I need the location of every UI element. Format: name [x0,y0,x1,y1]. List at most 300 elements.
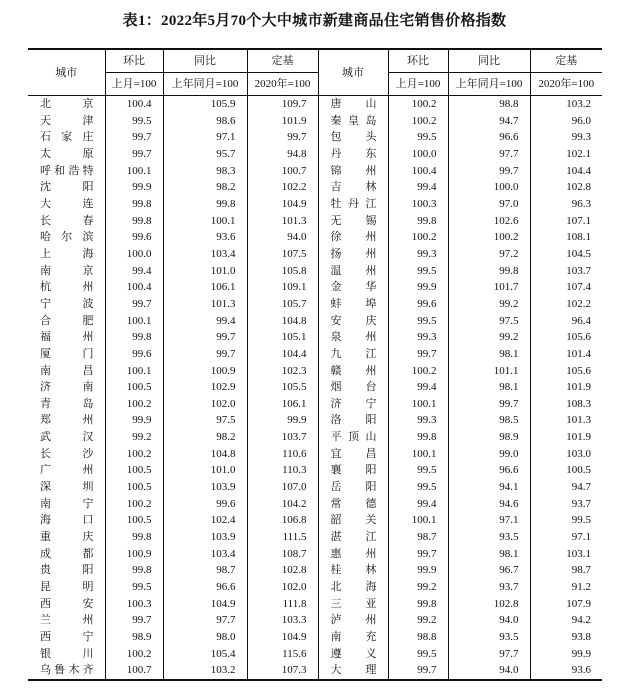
base-cell-right: 107.4 [566,281,591,294]
col-header-fixed-right: 定基 [530,49,602,73]
table-row [28,396,602,413]
mom-cell-left: 100.2 [105,446,163,463]
city-cell-left: 福州 [28,329,105,346]
base-cell-left: 111.5 [247,529,318,546]
yoy-cell-left: 106.1 [163,279,247,296]
mom-cell-right: 99.5 [388,313,448,330]
yoy-cell-left: 102.9 [163,379,247,396]
city-cell-right: 宜昌 [318,446,388,463]
city-cell-left: 长春 [28,213,105,230]
city-cell-right: 湛江 [318,529,388,546]
city-cell-left: 深圳 [28,479,105,496]
base-cell-left: 103.7 [247,429,318,446]
col-subheader-fixed-base-right: 2020年=100 [530,73,602,96]
city-cell-right: 大理 [318,662,388,680]
city-cell-right: 平顶山 [318,429,388,446]
mom-cell-left: 100.7 [105,662,163,680]
mom-cell-left: 100.5 [105,462,163,479]
table-row [28,263,602,280]
mom-cell-right: 100.2 [388,96,448,113]
mom-cell-right: 99.7 [388,662,448,680]
mom-cell-left: 100.3 [105,596,163,613]
yoy-cell-left: 93.6 [163,229,247,246]
city-cell-right: 泸州 [318,612,388,629]
base-cell-right: 104.4 [566,164,591,177]
table-row [28,279,602,296]
mom-cell-right: 100.1 [388,446,448,463]
city-cell-right: 常德 [318,496,388,513]
mom-cell-right: 99.3 [388,246,448,263]
mom-cell-left: 100.2 [105,496,163,513]
city-cell-right: 赣州 [318,363,388,380]
city-cell-right: 锦州 [318,163,388,180]
base-cell-left: 104.8 [247,313,318,330]
mom-cell-left: 99.9 [105,179,163,196]
mom-cell-left: 100.2 [105,646,163,663]
city-cell-right: 吉林 [318,179,388,196]
city-cell-right: 遵义 [318,646,388,663]
base-cell-right: 97.1 [571,531,591,544]
yoy-cell-right: 93.5 [448,529,530,546]
base-cell-left: 105.1 [247,329,318,346]
city-cell-left: 济南 [28,379,105,396]
base-cell-left: 104.2 [247,496,318,513]
base-cell-right: 103.2 [566,98,591,110]
yoy-cell-right: 100.0 [448,179,530,196]
mom-cell-right: 100.1 [388,396,448,413]
table-row [28,213,602,230]
base-cell-left: 105.7 [247,296,318,313]
col-subheader-mom-base-left: 上月=100 [105,73,163,96]
base-cell-right: 108.1 [566,231,591,244]
mom-cell-right: 99.9 [388,279,448,296]
city-cell-left: 银川 [28,646,105,663]
base-cell-right: 96.4 [571,314,591,327]
city-cell-left: 厦门 [28,346,105,363]
table-row [28,163,602,180]
col-header-yoy-right: 同比 [448,49,530,73]
yoy-cell-left: 97.1 [163,129,247,146]
city-cell-right: 烟台 [318,379,388,396]
base-cell-left: 110.6 [247,446,318,463]
city-cell-right: 桂林 [318,562,388,579]
city-cell-left: 重庆 [28,529,105,546]
city-cell-left: 大连 [28,196,105,213]
city-cell-left: 太原 [28,146,105,163]
table-row [28,363,602,380]
table-body [28,96,602,680]
base-cell-left: 102.2 [247,179,318,196]
base-cell-right: 107.9 [566,597,591,610]
mom-cell-right: 99.9 [388,562,448,579]
yoy-cell-left: 95.7 [163,146,247,163]
yoy-cell-right: 98.8 [448,96,530,113]
yoy-cell-left: 105.9 [163,96,247,113]
base-cell-left: 106.8 [247,512,318,529]
mom-cell-left: 100.4 [105,279,163,296]
city-cell-left: 贵阳 [28,562,105,579]
base-cell-left: 105.5 [247,379,318,396]
base-cell-right: 99.9 [571,647,591,660]
mom-cell-right: 99.4 [388,496,448,513]
yoy-cell-left: 100.1 [163,213,247,230]
city-cell-left: 兰州 [28,612,105,629]
mom-cell-left: 100.1 [105,363,163,380]
mom-cell-right: 99.3 [388,412,448,429]
yoy-cell-right: 96.6 [448,129,530,146]
yoy-cell-right: 97.1 [448,512,530,529]
city-cell-right: 秦皇岛 [318,113,388,130]
base-cell-right: 102.2 [566,297,591,310]
header-row-2 [28,73,602,96]
yoy-cell-right: 94.0 [448,662,530,680]
city-cell-right: 岳阳 [318,479,388,496]
city-cell-right: 丹东 [318,146,388,163]
city-cell-right: 金华 [318,279,388,296]
yoy-cell-right: 96.7 [448,562,530,579]
header-row-1 [28,49,602,73]
col-subheader-yoy-base-right: 上年同月=100 [448,73,530,96]
city-cell-right: 扬州 [318,246,388,263]
yoy-cell-left: 99.8 [163,196,247,213]
yoy-cell-right: 99.8 [448,263,530,280]
city-cell-left: 昆明 [28,579,105,596]
yoy-cell-left: 98.2 [163,179,247,196]
yoy-cell-left: 98.6 [163,113,247,130]
table-row [28,629,602,646]
yoy-cell-left: 104.8 [163,446,247,463]
mom-cell-right: 99.6 [388,296,448,313]
base-cell-right: 103.0 [566,447,591,460]
city-cell-left: 南宁 [28,496,105,513]
table-row [28,479,602,496]
base-cell-left: 102.3 [247,363,318,380]
yoy-cell-left: 99.7 [163,329,247,346]
base-cell-left: 103.3 [247,612,318,629]
yoy-cell-right: 101.1 [448,363,530,380]
city-cell-left: 广州 [28,462,105,479]
mom-cell-left: 99.7 [105,612,163,629]
city-cell-right: 蚌埠 [318,296,388,313]
base-cell-left: 104.9 [247,196,318,213]
yoy-cell-left: 98.0 [163,629,247,646]
mom-cell-right: 99.5 [388,646,448,663]
yoy-cell-right: 94.0 [448,612,530,629]
yoy-cell-left: 98.3 [163,163,247,180]
table-row [28,313,602,330]
base-cell-right: 102.1 [566,147,591,160]
mom-cell-left: 99.8 [105,529,163,546]
col-header-city-right: 城市 [318,49,388,96]
mom-cell-right: 99.7 [388,346,448,363]
base-cell-right: 102.8 [566,181,591,194]
yoy-cell-right: 99.7 [448,396,530,413]
yoy-cell-left: 98.2 [163,429,247,446]
base-cell-left: 105.8 [247,263,318,280]
table-row [28,579,602,596]
city-cell-right: 南充 [318,629,388,646]
city-cell-left: 石家庄 [28,129,105,146]
mom-cell-left: 99.7 [105,129,163,146]
mom-cell-left: 100.4 [105,96,163,113]
base-cell-right: 98.7 [571,564,591,577]
mom-cell-left: 99.7 [105,146,163,163]
yoy-cell-right: 98.1 [448,346,530,363]
mom-cell-right: 99.8 [388,213,448,230]
table-row [28,512,602,529]
base-cell-left: 102.8 [247,562,318,579]
table-row [28,529,602,546]
base-cell-right: 94.2 [571,614,591,627]
city-cell-left: 西宁 [28,629,105,646]
base-cell-left: 108.7 [247,546,318,563]
base-cell-right: 105.6 [566,364,591,377]
mom-cell-left: 99.8 [105,329,163,346]
base-cell-left: 110.3 [247,462,318,479]
base-cell-right: 103.1 [566,547,591,560]
yoy-cell-right: 102.6 [448,213,530,230]
yoy-cell-left: 96.6 [163,579,247,596]
base-cell-left: 94.0 [247,229,318,246]
table-row [28,196,602,213]
mom-cell-right: 98.7 [388,529,448,546]
col-header-mom-right: 环比 [388,49,448,73]
mom-cell-left: 99.9 [105,412,163,429]
yoy-cell-right: 99.2 [448,329,530,346]
city-cell-left: 哈尔滨 [28,229,105,246]
city-cell-right: 徐州 [318,229,388,246]
yoy-cell-left: 103.4 [163,246,247,263]
col-header-city-left: 城市 [28,49,105,96]
city-cell-right: 济宁 [318,396,388,413]
yoy-cell-right: 99.2 [448,296,530,313]
base-cell-left: 109.1 [247,279,318,296]
col-subheader-yoy-base-left: 上年同月=100 [163,73,247,96]
table-row [28,429,602,446]
yoy-cell-left: 99.4 [163,313,247,330]
table-row [28,379,602,396]
mom-cell-left: 100.5 [105,512,163,529]
city-cell-left: 乌鲁木齐 [28,662,105,680]
mom-cell-right: 99.5 [388,479,448,496]
base-cell-left: 99.9 [247,412,318,429]
col-subheader-fixed-base-left: 2020年=100 [247,73,318,96]
table-row [28,412,602,429]
yoy-cell-left: 101.3 [163,296,247,313]
base-cell-left: 107.3 [247,662,318,680]
base-cell-right: 100.5 [566,464,591,477]
mom-cell-left: 99.5 [105,113,163,130]
mom-cell-left: 99.5 [105,579,163,596]
mom-cell-left: 100.5 [105,479,163,496]
table-row [28,646,602,663]
mom-cell-right: 99.4 [388,379,448,396]
mom-cell-right: 100.4 [388,163,448,180]
city-cell-right: 襄阳 [318,462,388,479]
city-cell-right: 北海 [318,579,388,596]
yoy-cell-left: 97.5 [163,412,247,429]
mom-cell-right: 100.2 [388,363,448,380]
mom-cell-right: 99.3 [388,329,448,346]
yoy-cell-left: 102.4 [163,512,247,529]
city-cell-left: 宁波 [28,296,105,313]
base-cell-right: 96.3 [571,197,591,210]
city-cell-left: 天津 [28,113,105,130]
base-cell-left: 106.1 [247,396,318,413]
table-row [28,296,602,313]
yoy-cell-right: 101.7 [448,279,530,296]
yoy-cell-left: 101.0 [163,462,247,479]
yoy-cell-right: 99.7 [448,163,530,180]
base-cell-left: 115.6 [247,646,318,663]
yoy-cell-right: 93.5 [448,629,530,646]
base-cell-left: 107.5 [247,246,318,263]
yoy-cell-right: 97.7 [448,646,530,663]
yoy-cell-right: 98.1 [448,379,530,396]
base-cell-right: 93.6 [571,664,591,677]
city-cell-left: 沈阳 [28,179,105,196]
yoy-cell-right: 97.0 [448,196,530,213]
city-cell-left: 西安 [28,596,105,613]
city-cell-left: 海口 [28,512,105,529]
mom-cell-left: 99.2 [105,429,163,446]
mom-cell-right: 100.0 [388,146,448,163]
yoy-cell-left: 102.0 [163,396,247,413]
base-cell-right: 107.1 [566,214,591,227]
table-row [28,662,602,680]
table-row [28,246,602,263]
yoy-cell-right: 102.8 [448,596,530,613]
yoy-cell-left: 98.7 [163,562,247,579]
city-cell-right: 洛阳 [318,412,388,429]
mom-cell-left: 99.8 [105,213,163,230]
city-cell-right: 三亚 [318,596,388,613]
city-cell-left: 北京 [28,96,105,113]
mom-cell-left: 100.9 [105,546,163,563]
yoy-cell-left: 103.2 [163,662,247,680]
table-row [28,446,602,463]
city-cell-right: 包头 [318,129,388,146]
mom-cell-right: 100.2 [388,113,448,130]
city-cell-left: 成都 [28,546,105,563]
city-cell-left: 青岛 [28,396,105,413]
mom-cell-right: 99.4 [388,179,448,196]
base-cell-right: 101.9 [566,431,591,444]
col-subheader-mom-base-right: 上月=100 [388,73,448,96]
yoy-cell-left: 104.9 [163,596,247,613]
base-cell-right: 99.5 [571,514,591,527]
mom-cell-left: 99.6 [105,229,163,246]
base-cell-left: 101.9 [247,113,318,130]
city-cell-left: 合肥 [28,313,105,330]
col-header-mom-left: 环比 [105,49,163,73]
table-row [28,346,602,363]
city-cell-left: 长沙 [28,446,105,463]
col-header-yoy-left: 同比 [163,49,247,73]
base-cell-right: 96.0 [571,114,591,127]
yoy-cell-right: 99.0 [448,446,530,463]
table-row [28,546,602,563]
city-cell-right: 无锡 [318,213,388,230]
base-cell-right: 93.8 [571,631,591,643]
table-row [28,96,602,113]
yoy-cell-left: 100.9 [163,363,247,380]
mom-cell-right: 99.2 [388,612,448,629]
yoy-cell-left: 103.9 [163,529,247,546]
city-cell-right: 韶关 [318,512,388,529]
base-cell-left: 100.7 [247,163,318,180]
mom-cell-right: 99.8 [388,596,448,613]
mom-cell-right: 99.5 [388,129,448,146]
yoy-cell-right: 97.5 [448,313,530,330]
base-cell-right: 105.6 [566,331,591,344]
yoy-cell-right: 98.1 [448,546,530,563]
mom-cell-right: 100.2 [388,229,448,246]
table-row [28,329,602,346]
yoy-cell-left: 97.7 [163,612,247,629]
base-cell-right: 101.3 [566,414,591,427]
yoy-cell-left: 99.7 [163,346,247,363]
table-row [28,229,602,246]
table-row [28,179,602,196]
price-index-table [28,48,602,681]
base-cell-left: 101.3 [247,213,318,230]
mom-cell-right: 99.5 [388,462,448,479]
base-cell-right: 108.3 [566,397,591,410]
table-row [28,496,602,513]
base-cell-left: 104.9 [247,629,318,646]
base-cell-right: 94.7 [571,481,591,494]
yoy-cell-right: 96.6 [448,462,530,479]
mom-cell-right: 99.5 [388,263,448,280]
yoy-cell-right: 98.5 [448,412,530,429]
base-cell-left: 99.7 [247,129,318,146]
yoy-cell-right: 94.1 [448,479,530,496]
table-header [28,49,602,96]
yoy-cell-left: 99.6 [163,496,247,513]
city-cell-right: 惠州 [318,546,388,563]
base-cell-right: 103.7 [566,264,591,277]
yoy-cell-right: 94.7 [448,113,530,130]
city-cell-left: 郑州 [28,412,105,429]
table-row [28,129,602,146]
city-cell-right: 牡丹江 [318,196,388,213]
city-cell-left: 南昌 [28,363,105,380]
city-cell-right: 唐山 [318,96,388,113]
city-cell-left: 武汉 [28,429,105,446]
table-row [28,462,602,479]
mom-cell-left: 100.0 [105,246,163,263]
base-cell-right: 99.3 [571,131,591,144]
mom-cell-left: 100.2 [105,396,163,413]
city-cell-left: 上海 [28,246,105,263]
base-cell-right: 101.9 [566,381,591,394]
city-cell-right: 温州 [318,263,388,280]
yoy-cell-left: 101.0 [163,263,247,280]
table-row [28,146,602,163]
mom-cell-right: 100.1 [388,512,448,529]
table-title: 表1：2022年5月70个大中城市新建商品住宅销售价格指数 [122,13,507,29]
yoy-cell-left: 103.4 [163,546,247,563]
mom-cell-left: 100.1 [105,163,163,180]
base-cell-left: 107.0 [247,479,318,496]
table-row [28,596,602,613]
yoy-cell-right: 98.9 [448,429,530,446]
mom-cell-left: 99.7 [105,296,163,313]
table-row [28,113,602,130]
mom-cell-left: 99.4 [105,263,163,280]
base-cell-right: 91.2 [571,581,591,594]
